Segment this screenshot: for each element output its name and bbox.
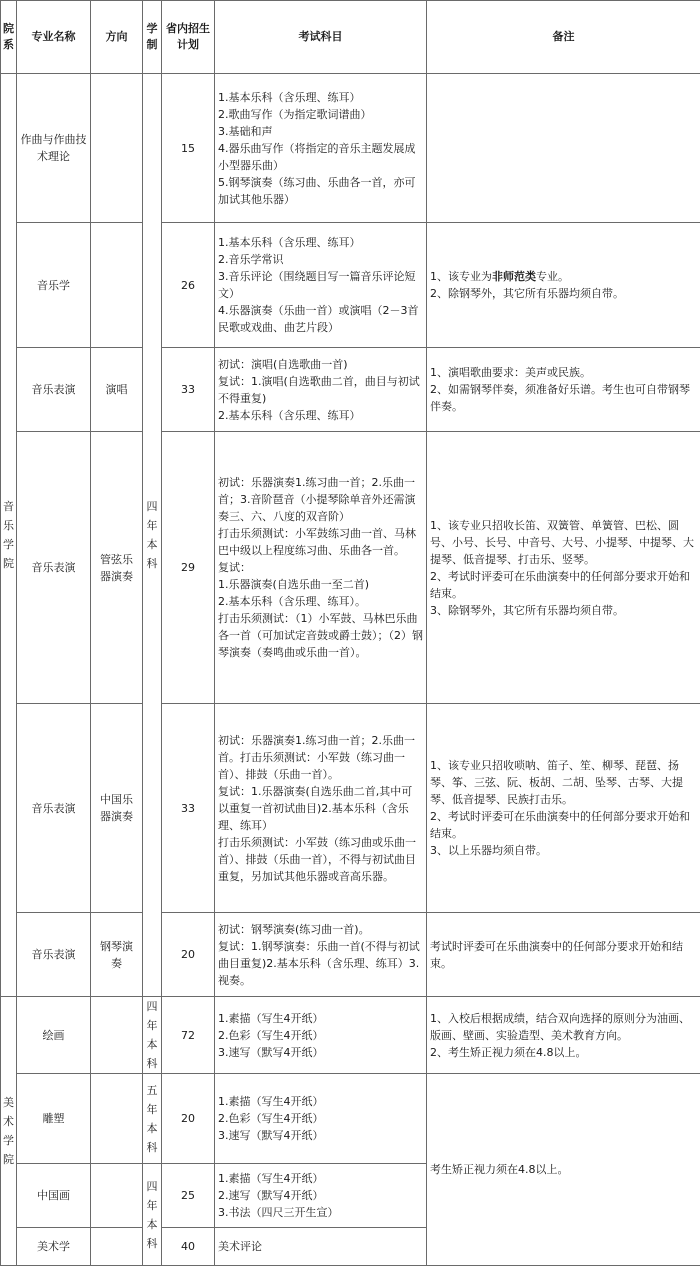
quota-cell: 29 <box>162 432 215 704</box>
subject-line: 2.速写（默写4开纸） <box>218 1189 324 1202</box>
direction-cell: 中国乐器演奏 <box>91 704 143 913</box>
header-duration: 学制 <box>143 1 162 74</box>
subject-line: 4.器乐曲写作（将指定的音乐主题发展成小型器乐曲） <box>218 141 416 172</box>
quota-cell: 72 <box>162 997 215 1074</box>
duration-cell: 四年本科 <box>143 1164 162 1266</box>
notes-cell <box>427 432 700 704</box>
duration-cell: 四年本科 <box>143 997 162 1074</box>
direction-cell <box>91 223 143 348</box>
duration-cell-music: 四年本科 <box>143 74 162 997</box>
subject-line: 5.钢琴演奏（练习曲、乐曲各一首，亦可加试其他乐器） <box>218 175 416 206</box>
major-cell: 作曲与作曲技术理论 <box>17 74 91 223</box>
major-cell: 音乐表演 <box>17 704 91 913</box>
subject-line: 2.音乐学常识 <box>218 253 284 266</box>
direction-cell <box>91 74 143 223</box>
major-cell: 美术学 <box>17 1228 91 1266</box>
direction-cell: 钢琴演奏 <box>91 913 143 997</box>
subject-line: 打击乐须测试：小军鼓练习曲一首、马林巴中级以上程度练习曲、乐曲各一首。 <box>218 527 416 557</box>
note-line: 1、演唱歌曲要求：美声或民族。 <box>430 366 591 379</box>
dept-cell-art: 美术学院 <box>1 997 17 1266</box>
major-cell: 雕塑 <box>17 1074 91 1164</box>
quota-cell: 20 <box>162 913 215 997</box>
table-row <box>1 997 700 1074</box>
direction-cell <box>91 997 143 1074</box>
notes-cell <box>427 74 700 223</box>
quota-cell: 25 <box>162 1164 215 1228</box>
direction-cell: 演唱 <box>91 348 143 432</box>
direction-cell <box>91 1164 143 1228</box>
quota-cell: 15 <box>162 74 215 223</box>
header-major: 专业名称 <box>17 1 91 74</box>
header-row <box>1 1 700 74</box>
subject-line: 美术评论 <box>218 1240 262 1253</box>
subject-line: 复试：1.乐器演奏(自选乐曲二首,其中可以重复一首初试曲目)2.基本乐科（含乐理、练耳） <box>218 784 413 832</box>
note-line: 1、该专业为非师范类专业。 <box>430 270 569 283</box>
notes-cell <box>427 704 700 913</box>
note-line: 考试时评委可在乐曲演奏中的任何部分要求开始和结束。 <box>430 939 683 970</box>
quota-cell: 33 <box>162 704 215 913</box>
subject-line: 1.素描（写生4开纸） <box>218 1095 324 1108</box>
subjects-cell <box>215 1074 427 1164</box>
note-line: 2、考生矫正视力须在4.8以上。 <box>430 1045 587 1059</box>
subjects-cell <box>215 74 427 223</box>
subject-line: 1.素描（写生4开纸） <box>218 1011 324 1025</box>
dept-cell-music: 音乐学院 <box>1 74 17 997</box>
major-cell: 音乐表演 <box>17 432 91 704</box>
note-line: 3、以上乐器均须自带。 <box>430 844 547 857</box>
subject-line: 初试：乐器演奏1.练习曲一首；2.乐曲一首。打击乐须测试：小军鼓（练习曲一首）、排鼓（乐曲一首）。 <box>218 733 415 781</box>
subject-line: 复试：1.钢琴演奏：乐曲一首(不得与初试曲目重复)2.基本乐科（含乐理、练耳）3.视奏。 <box>218 939 420 987</box>
subject-line: 3.书法（四尺三开生宣） <box>218 1206 339 1219</box>
quota-cell: 33 <box>162 348 215 432</box>
quota-cell: 20 <box>162 1074 215 1164</box>
subjects-cell <box>215 704 427 913</box>
note-line: 1、该专业只招收唢呐、笛子、笙、柳琴、琵琶、扬琴、筝、三弦、阮、板胡、二胡、坠琴、古琴、大提琴、低音提琴、民族打击乐。 <box>430 759 683 806</box>
table-row <box>1 223 700 348</box>
subject-line: 复试： <box>218 561 251 574</box>
subject-line: 3.音乐评论（围绕题目写一篇音乐评论短文） <box>218 270 416 300</box>
subject-line: 3.速写（默写4开纸） <box>218 1129 324 1142</box>
subjects-cell <box>215 997 427 1074</box>
notes-cell <box>427 348 700 432</box>
header-quota: 省内招生计划 <box>162 1 215 74</box>
quota-cell: 40 <box>162 1228 215 1266</box>
direction-cell: 管弦乐器演奏 <box>91 432 143 704</box>
subject-line: 1.素描（写生4开纸） <box>218 1172 324 1185</box>
note-line: 2、如需钢琴伴奏，须准备好乐谱。考生也可自带钢琴伴奏。 <box>430 383 690 413</box>
major-cell: 音乐表演 <box>17 348 91 432</box>
major-cell: 中国画 <box>17 1164 91 1228</box>
major-cell: 绘画 <box>17 997 91 1074</box>
direction-cell <box>91 1074 143 1164</box>
subject-line: 2.歌曲写作（为指定歌词谱曲） <box>218 107 372 121</box>
subjects-cell <box>215 348 427 432</box>
header-direction: 方向 <box>91 1 143 74</box>
note-line: 1、入校后根据成绩，结合双向选择的原则分为油画、版画、壁画、实验造型、美术教育方向。 <box>430 1011 690 1042</box>
subject-line: 3.速写（默写4开纸） <box>218 1045 324 1059</box>
table-row <box>1 432 700 704</box>
major-cell: 音乐表演 <box>17 913 91 997</box>
direction-cell <box>91 1228 143 1266</box>
subjects-cell <box>215 913 427 997</box>
notes-cell <box>427 913 700 997</box>
note-line: 3、除钢琴外，其它所有乐器均须自带。 <box>430 603 624 617</box>
table-row <box>1 348 700 432</box>
header-dept: 院系 <box>1 1 17 74</box>
subject-line: 打击乐须测试：小军鼓（练习曲或乐曲一首）、排鼓（乐曲一首），不得与初试曲目重复，另加试其他乐器或音高乐器。 <box>218 835 416 883</box>
subjects-cell <box>215 223 427 348</box>
subject-line: 2.基本乐科（含乐理、练耳） <box>218 408 361 422</box>
note-line: 2、考试时评委可在乐曲演奏中的任何部分要求开始和结束。 <box>430 810 690 840</box>
table-row <box>1 1074 700 1164</box>
table-row <box>1 704 700 913</box>
subject-line: 初试：乐器演奏1.练习曲一首；2.乐曲一首；3.音阶琶音（小提琴除单音外还需演奏三、六、八度的双音阶） <box>218 476 416 523</box>
subject-line: 3.基础和声 <box>218 124 273 138</box>
subject-line: 1.基本乐科（含乐理、练耳） <box>218 90 361 104</box>
quota-cell: 26 <box>162 223 215 348</box>
subject-line: 2.基本乐科（含乐理、练耳）。 <box>218 595 366 608</box>
subject-line: 4.乐器演奏（乐曲一首）或演唱（2－3首民歌或戏曲、曲艺片段） <box>218 304 419 334</box>
subject-line: 2.色彩（写生4开纸） <box>218 1112 324 1125</box>
subject-line: 打击乐须测试：（1）小军鼓、马林巴乐曲各一首（可加试定音鼓或爵士鼓）；（2）钢琴演奏（奏鸣曲或乐曲一首）。 <box>218 612 423 659</box>
subjects-cell <box>215 1164 427 1228</box>
note-line: 2、除钢琴外，其它所有乐器均须自带。 <box>430 287 624 300</box>
header-subjects: 考试科目 <box>215 1 427 74</box>
note-line: 1、该专业只招收长笛、双簧管、单簧管、巴松、圆号、小号、长号、中音号、大号、小提琴、中提琴、大提琴、低音提琴、打击乐、竖琴。 <box>430 518 694 566</box>
duration-cell: 五年本科 <box>143 1074 162 1164</box>
subject-line: 初试：演唱(自选歌曲一首) <box>218 357 348 371</box>
header-notes: 备注 <box>427 1 700 74</box>
subject-line: 2.色彩（写生4开纸） <box>218 1028 324 1042</box>
table-row <box>1 913 700 997</box>
subject-line: 1.乐器演奏(自选乐曲一至二首) <box>218 578 370 591</box>
subjects-cell <box>215 432 427 704</box>
notes-cell <box>427 223 700 348</box>
subject-line: 复试：1.演唱(自选歌曲二首，曲目与初试不得重复) <box>218 374 420 405</box>
subject-line: 1.基本乐科（含乐理、练耳） <box>218 236 361 249</box>
note-line: 2、考试时评委可在乐曲演奏中的任何部分要求开始和结束。 <box>430 569 690 600</box>
major-cell: 音乐学 <box>17 223 91 348</box>
notes-cell <box>427 997 700 1074</box>
subjects-cell <box>215 1228 427 1266</box>
table-row <box>1 74 700 223</box>
notes-cell-shared: 考生矫正视力须在4.8以上。 <box>427 1074 700 1266</box>
subject-line: 初试：钢琴演奏(练习曲一首)。 <box>218 922 370 936</box>
